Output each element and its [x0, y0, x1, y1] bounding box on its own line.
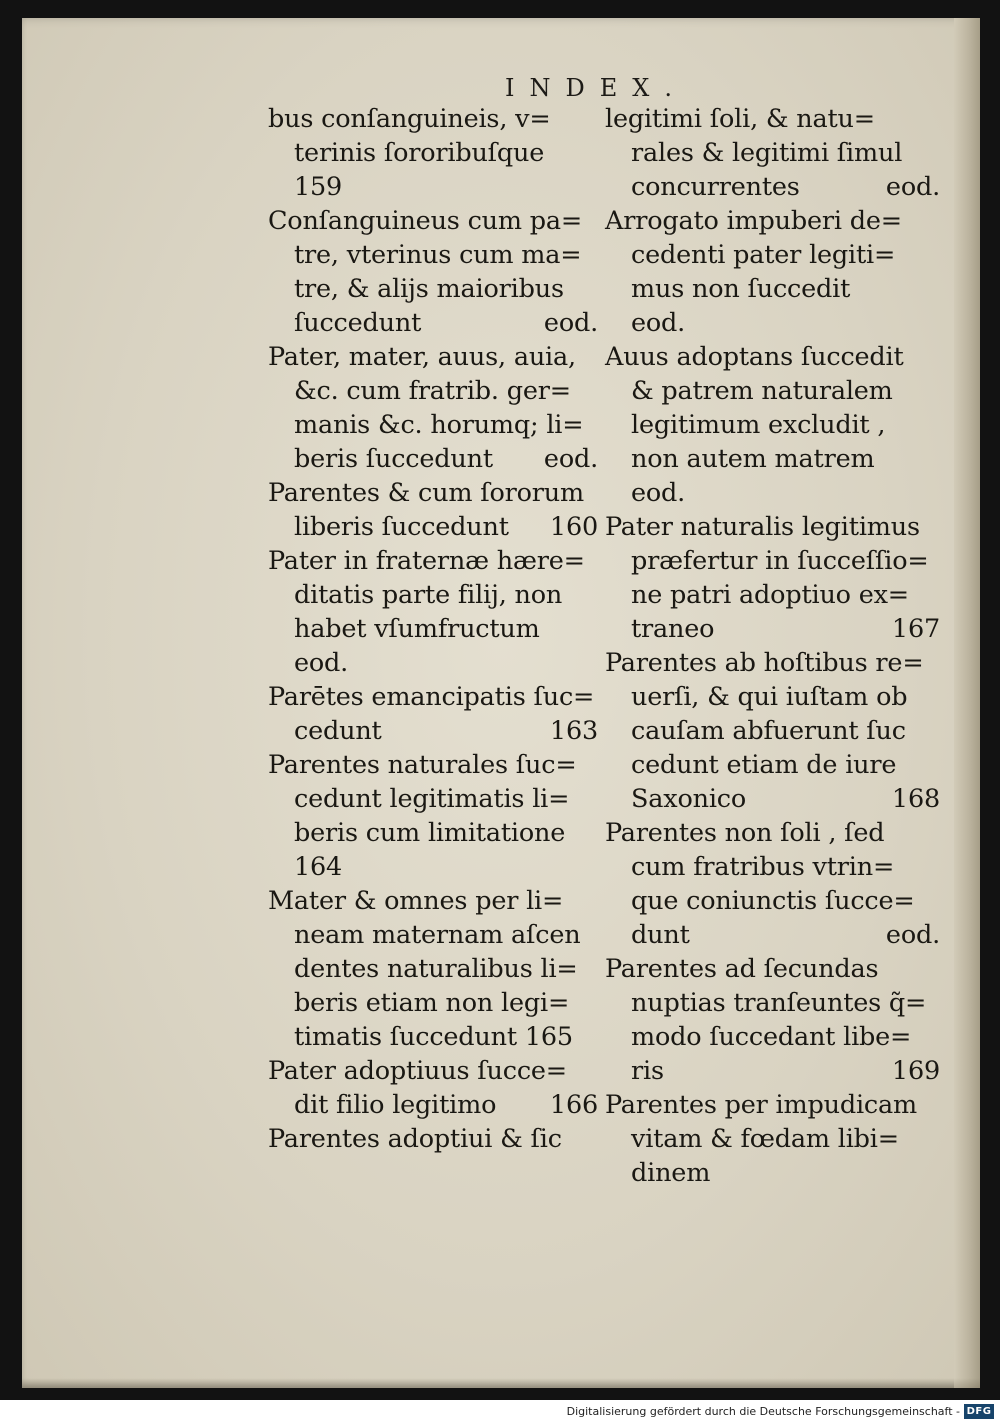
index-entry-line: dinem: [631, 1158, 711, 1188]
page-reference: 168: [891, 784, 940, 814]
page-reference: eod.: [885, 920, 940, 950]
index-entry-line: rales & legitimi ſimul: [631, 138, 903, 168]
index-entry-line: & patrem naturalem: [631, 376, 893, 406]
index-entry-line: eod.: [631, 308, 686, 338]
index-entry: [605, 204, 940, 340]
index-entry-line: [605, 612, 940, 646]
index-entry-line: non autem matrem: [631, 444, 875, 474]
index-entry-line: eod.: [631, 478, 686, 508]
entry-text: dit filio legitimo: [294, 1090, 497, 1120]
index-entry: [268, 476, 598, 544]
index-entry-line: præfertur in ſucceſſio=: [631, 546, 929, 576]
running-header: INDEX.: [505, 74, 687, 102]
index-entry-line: legitimum excludit ,: [631, 410, 886, 440]
index-entry-line: cedunt etiam de iure: [631, 750, 897, 780]
page-reference: 167: [891, 614, 940, 644]
entry-text: traneo: [631, 614, 715, 644]
index-entry-line: tre, & alijs maioribus: [294, 274, 564, 304]
index-entry-line: Pater naturalis legitimus: [605, 512, 920, 542]
index-entry-line: Parentes ab hoſtibus re=: [605, 648, 924, 678]
index-entry-line: uerſi, & qui iuſtam ob: [631, 682, 908, 712]
index-entry-line: timatis ſuccedunt 165: [294, 1022, 573, 1052]
page-reference: eod.: [543, 308, 598, 338]
dfg-logo: DFG: [964, 1404, 994, 1419]
page-reference: 160: [549, 512, 598, 542]
page-bottom-shadow: [22, 1378, 980, 1388]
index-entry: [268, 544, 598, 680]
footer-credit: Digitalisierung gefördert durch die Deutsche Forschungsgemeinschaft -: [566, 1405, 960, 1418]
index-entry-line: Parentes non ſoli , ſed: [605, 818, 885, 848]
index-entry-line: Parentes & cum ſororum: [268, 478, 584, 508]
index-entry: [605, 816, 940, 952]
index-entry-line: Pater in fraternæ hære=: [268, 546, 585, 576]
index-entry-line: ditatis parte filij, non: [294, 580, 563, 610]
index-entry-line: mus non ſuccedit: [631, 274, 851, 304]
index-entry-line: ne patri adoptiuo ex=: [631, 580, 909, 610]
index-entry-line: Arrogato impuberi de=: [605, 206, 902, 236]
page-reference: 166: [549, 1090, 598, 1120]
page-reference: eod.: [885, 172, 940, 202]
index-entry-line: terinis ſororibuſque: [294, 138, 545, 168]
entry-text: ſuccedunt: [294, 308, 422, 338]
index-entry: [605, 102, 940, 204]
index-entry-line: Parētes emancipatis ſuc=: [268, 682, 595, 712]
entry-text: cedunt: [294, 716, 382, 746]
index-entry-line: legitimi ſoli, & natu=: [605, 104, 875, 134]
entry-text: ris: [631, 1056, 664, 1086]
index-entry-line: vitam & fœdam libi=: [631, 1124, 899, 1154]
index-entry-line: nuptias tranſeuntes q̃=: [631, 988, 927, 1018]
index-entry-line: [268, 714, 598, 748]
index-entry-line: cedenti pater legiti=: [631, 240, 896, 270]
index-entry-line: Parentes adoptiui & ſic: [268, 1124, 562, 1154]
index-entry: [268, 340, 598, 476]
index-entry: [268, 102, 598, 204]
index-column-left: [268, 102, 598, 1156]
index-entry: [268, 884, 598, 1054]
index-entry-line: [605, 1054, 940, 1088]
index-entry: [605, 1088, 940, 1190]
index-entry-line: Parentes ad ſecundas: [605, 954, 879, 984]
index-entry-line: cedunt legitimatis li=: [294, 784, 570, 814]
entry-text: liberis ſuccedunt: [294, 512, 509, 542]
index-entry-line: neam maternam aſcen: [294, 920, 581, 950]
index-entry-line: [268, 510, 598, 544]
index-entry: [268, 748, 598, 884]
entry-text: concurrentes: [631, 172, 800, 202]
index-entry: [605, 646, 940, 816]
entry-text: dunt: [631, 920, 690, 950]
index-entry-line: eod.: [294, 648, 349, 678]
index-entry: [605, 340, 940, 510]
entry-text: beris ſuccedunt: [294, 444, 493, 474]
index-entry-line: [605, 918, 940, 952]
index-entry-line: manis &c. horumq; li=: [294, 410, 584, 440]
index-entry-line: [605, 782, 940, 816]
index-column-right: [605, 102, 940, 1190]
index-entry-line: tre, vterinus cum ma=: [294, 240, 582, 270]
index-entry: [605, 952, 940, 1088]
index-entry-line: beris etiam non legi=: [294, 988, 570, 1018]
index-entry-line: Parentes per impudicam: [605, 1090, 917, 1120]
index-entry: [268, 680, 598, 748]
index-entry-line: Auus adoptans ſuccedit: [605, 342, 904, 372]
index-entry-line: Pater adoptiuus ſucce=: [268, 1056, 567, 1086]
page-reference: 163: [549, 716, 598, 746]
index-entry-line: Conſanguineus cum pa=: [268, 206, 583, 236]
index-entry-line: [268, 442, 598, 476]
index-entry-line: [268, 1088, 598, 1122]
index-entry-line: bus conſanguineis, v=: [268, 104, 551, 134]
index-entry: [268, 1122, 598, 1156]
index-entry-line: modo ſuccedant libe=: [631, 1022, 912, 1052]
index-entry-line: 159: [294, 172, 343, 202]
index-entry-line: [268, 306, 598, 340]
page-reference: 169: [891, 1056, 940, 1086]
entry-text: Saxonico: [631, 784, 747, 814]
index-entry: [605, 510, 940, 646]
index-entry-line: &c. cum fratrib. ger=: [294, 376, 571, 406]
index-entry-line: cauſam abfuerunt ſuc: [631, 716, 906, 746]
page-reference: eod.: [543, 444, 598, 474]
index-entry-line: beris cum limitatione: [294, 818, 566, 848]
index-entry-line: Parentes naturales ſuc=: [268, 750, 577, 780]
index-entry-line: Pater, mater, auus, auia,: [268, 342, 576, 372]
index-entry-line: Mater & omnes per li=: [268, 886, 564, 916]
index-entry-line: que coniunctis ſucce=: [631, 886, 915, 916]
index-entry: [268, 1054, 598, 1122]
index-entry-line: [605, 170, 940, 204]
page-edge-shadow: [954, 18, 980, 1388]
digitization-footer: [0, 1400, 1000, 1424]
index-entry-line: habet vſumfructum: [294, 614, 540, 644]
index-entry: [268, 204, 598, 340]
index-entry-line: cum fratribus vtrin=: [631, 852, 895, 882]
index-entry-line: 164: [294, 852, 343, 882]
index-entry-line: dentes naturalibus li=: [294, 954, 578, 984]
